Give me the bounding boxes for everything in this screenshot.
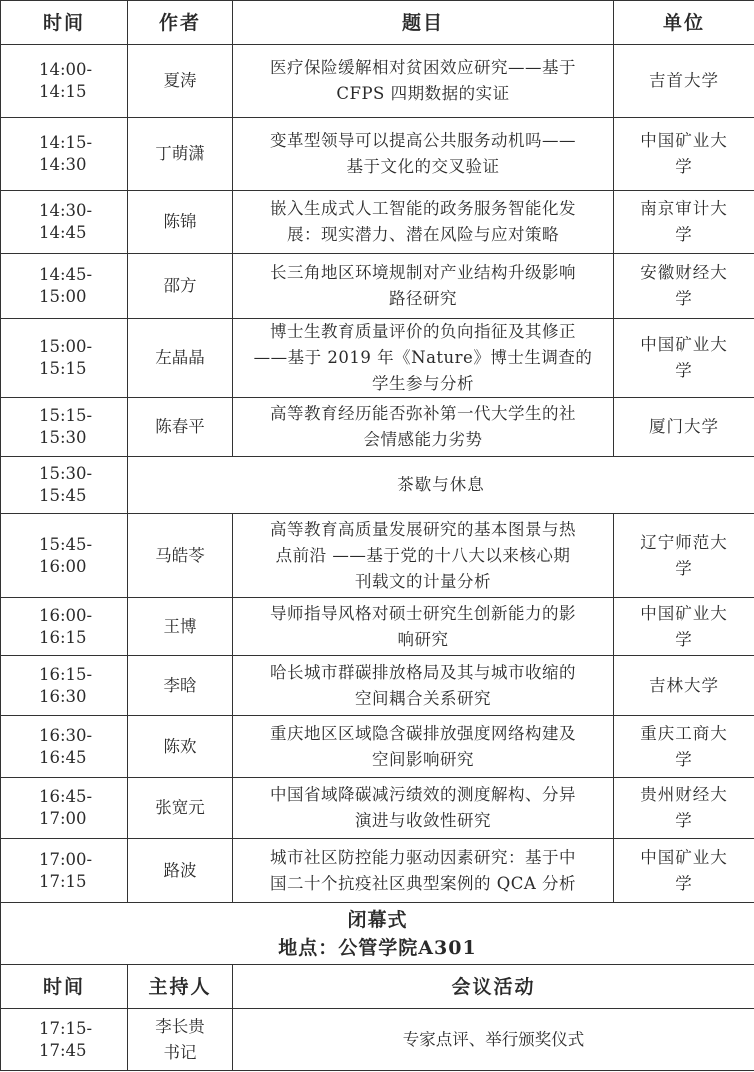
unit-cell (614, 398, 754, 457)
unit-cell-line: 学 (675, 157, 693, 176)
author-cell: 张宽元 (128, 778, 233, 839)
unit-cell-line: 吉林大学 (649, 675, 719, 695)
title-cell (233, 118, 614, 191)
table-row (1, 716, 754, 778)
unit-cell-line: 贵州财经大 (640, 785, 728, 804)
unit-cell-line: 吉首大学 (649, 71, 719, 90)
time-start: 16:30- (39, 725, 93, 745)
closing-header-row (1, 965, 754, 1009)
title-cell-line: 学生参与分析 (372, 374, 474, 393)
author-cell: 路波 (128, 839, 233, 903)
unit-cell-line: 重庆工商大 (640, 723, 728, 743)
unit-cell-line: 中国矿业大 (640, 847, 728, 867)
time-cell (1, 716, 128, 778)
table-row (1, 778, 754, 839)
title-cell-line: CFPS 四期数据的实证 (336, 84, 510, 103)
title-cell-line: 高等教育经历能否弥补第一代大学生的社 (270, 404, 576, 423)
title-cell-line: 医疗保险缓解相对贫困效应研究——基于 (270, 58, 576, 77)
time-end: 17:45 (39, 1040, 87, 1060)
header-author: 作者 (128, 1, 233, 45)
time-start: 15:15- (39, 406, 93, 425)
host-cell-line: 李长贵 (155, 1016, 205, 1036)
table-row (1, 191, 754, 254)
break-row (1, 457, 754, 514)
table-row (1, 118, 754, 191)
title-cell-line: 演进与收敛性研究 (355, 811, 491, 830)
closing-header-time: 时间 (1, 965, 128, 1009)
time-end: 15:15 (39, 359, 87, 378)
time-cell (1, 514, 128, 598)
time-start: 14:00- (39, 60, 93, 79)
unit-cell-line: 厦门大学 (649, 417, 719, 436)
time-cell (1, 319, 128, 398)
closing-header-host: 主持人 (128, 965, 233, 1009)
time-cell (1, 1009, 128, 1071)
time-start: 15:00- (39, 337, 93, 356)
title-cell (233, 254, 614, 319)
author-cell: 马皓苓 (128, 514, 233, 598)
title-cell-line: 路径研究 (389, 289, 457, 308)
author-cell: 陈锦 (128, 191, 233, 254)
unit-cell-line: 学 (675, 225, 693, 244)
break-label: 茶歇与休息 (128, 457, 754, 514)
time-start: 17:15- (39, 1018, 93, 1038)
time-end: 14:15 (39, 82, 87, 101)
table-row (1, 656, 754, 716)
title-cell-line: 响研究 (397, 629, 449, 649)
unit-cell (614, 656, 754, 716)
time-cell (1, 656, 128, 716)
author-cell: 陈欢 (128, 716, 233, 778)
unit-cell (614, 118, 754, 191)
unit-cell (614, 598, 754, 656)
time-end: 16:15 (39, 627, 87, 647)
unit-cell-line: 学 (675, 361, 693, 380)
table-row (1, 254, 754, 319)
time-cell (1, 839, 128, 903)
time-start: 15:30- (39, 464, 93, 483)
closing-header-activity: 会议活动 (233, 965, 754, 1009)
time-end: 15:45 (39, 486, 87, 505)
table-row (1, 45, 754, 118)
title-cell-line: 哈长城市群碳排放格局及其与城市收缩的 (270, 662, 576, 682)
unit-cell-line: 南京审计大 (640, 199, 728, 218)
title-cell-line: 国二十个抗疫社区典型案例的 QCA 分析 (269, 873, 577, 893)
time-start: 16:00- (39, 605, 93, 625)
table-row (1, 398, 754, 457)
title-cell-line: 重庆地区区域隐含碳排放强度网络构建及 (270, 723, 576, 743)
host-cell-line: 书记 (163, 1042, 197, 1062)
title-cell-line: 高等教育高质量发展研究的基本图景与热 (270, 519, 576, 539)
title-cell-line: 嵌入生成式人工智能的政务服务智能化发 (270, 199, 576, 218)
title-cell-line: 长三角地区环境规制对产业结构升级影响 (270, 263, 576, 282)
table-row (1, 319, 754, 398)
header-unit: 单位 (614, 1, 754, 45)
title-cell-line: 博士生教育质量评价的负向指征及其修正 (270, 322, 576, 341)
unit-cell (614, 839, 754, 903)
time-cell (1, 598, 128, 656)
unit-cell-line: 学 (675, 811, 693, 830)
closing-location: 地点：公管学院A301 (278, 936, 477, 959)
time-end: 16:45 (39, 747, 87, 767)
unit-cell-line: 学 (675, 873, 693, 893)
unit-cell (614, 778, 754, 839)
unit-cell (614, 514, 754, 598)
title-cell-line: 点前沿 ——基于党的十八大以来核心期 (275, 545, 571, 565)
author-cell: 左晶晶 (128, 319, 233, 398)
unit-cell (614, 191, 754, 254)
time-cell (1, 457, 128, 514)
header-row (1, 1, 754, 45)
title-cell-line: 变革型领导可以提高公共服务动机吗—— (270, 131, 576, 150)
time-start: 14:45- (39, 265, 93, 284)
unit-cell-line: 学 (675, 629, 693, 649)
unit-cell-line: 中国矿业大 (640, 603, 728, 623)
time-end: 17:00 (39, 809, 87, 828)
title-cell (233, 598, 614, 656)
time-cell (1, 778, 128, 839)
unit-cell-line: 学 (675, 749, 693, 769)
unit-cell (614, 319, 754, 398)
author-cell: 邵方 (128, 254, 233, 319)
time-end: 15:30 (39, 428, 87, 447)
title-cell-line: 展：现实潜力、潜在风险与应对策略 (287, 225, 559, 244)
closing-session-row (1, 1009, 754, 1071)
table-row (1, 839, 754, 903)
title-cell-line: 刊载文的计量分析 (355, 571, 491, 591)
title-cell-line: 空间影响研究 (372, 749, 474, 769)
title-cell (233, 716, 614, 778)
time-start: 15:45- (39, 534, 93, 554)
title-cell (233, 45, 614, 118)
activity-cell: 专家点评、举行颁奖仪式 (233, 1009, 754, 1071)
unit-cell-line: 学 (675, 289, 693, 308)
time-end: 14:30 (39, 155, 87, 174)
closing-title (1, 903, 754, 965)
time-start: 16:45- (39, 787, 93, 806)
unit-cell-line: 安徽财经大 (640, 263, 728, 282)
time-end: 17:15 (39, 871, 87, 891)
time-cell (1, 118, 128, 191)
title-cell (233, 839, 614, 903)
title-cell (233, 656, 614, 716)
author-cell: 李晗 (128, 656, 233, 716)
time-start: 14:30- (39, 201, 93, 220)
time-end: 16:30 (39, 686, 87, 706)
title-cell (233, 778, 614, 839)
title-cell-line: ——基于 2019 年《Nature》博士生调查的 (253, 348, 593, 367)
unit-cell (614, 254, 754, 319)
title-cell-line: 空间耦合关系研究 (355, 688, 491, 708)
author-cell: 夏涛 (128, 45, 233, 118)
time-start: 17:00- (39, 849, 93, 869)
title-cell-line: 基于文化的交叉验证 (346, 157, 500, 176)
title-cell-line: 中国省域降碳减污绩效的测度解构、分异 (270, 785, 576, 804)
title-cell (233, 191, 614, 254)
unit-cell-line: 中国矿业大 (640, 335, 728, 354)
time-cell (1, 254, 128, 319)
time-start: 16:15- (39, 664, 93, 684)
unit-cell (614, 45, 754, 118)
unit-cell-line: 中国矿业大 (640, 131, 728, 150)
time-start: 14:15- (39, 133, 93, 152)
unit-cell-line: 辽宁师范大 (640, 532, 728, 552)
title-cell (233, 319, 614, 398)
header-time: 时间 (1, 1, 128, 45)
time-end: 16:00 (39, 556, 87, 576)
author-cell: 陈春平 (128, 398, 233, 457)
title-cell (233, 514, 614, 598)
host-cell (128, 1009, 233, 1071)
time-cell (1, 191, 128, 254)
unit-cell-line: 学 (675, 558, 693, 578)
time-end: 14:45 (39, 223, 87, 242)
time-cell (1, 398, 128, 457)
closing-name: 闭幕式 (347, 908, 408, 931)
table-row (1, 598, 754, 656)
closing-row (1, 903, 754, 965)
title-cell-line: 城市社区防控能力驱动因素研究：基于中 (270, 847, 576, 867)
title-cell (233, 398, 614, 457)
title-cell-line: 导师指导风格对硕士研究生创新能力的影 (270, 603, 576, 623)
time-end: 15:00 (39, 287, 87, 306)
header-title: 题目 (233, 1, 614, 45)
author-cell: 王博 (128, 598, 233, 656)
time-cell (1, 45, 128, 118)
table-row (1, 514, 754, 598)
unit-cell (614, 716, 754, 778)
author-cell: 丁萌潇 (128, 118, 233, 191)
title-cell-line: 会情感能力劣势 (363, 430, 483, 449)
